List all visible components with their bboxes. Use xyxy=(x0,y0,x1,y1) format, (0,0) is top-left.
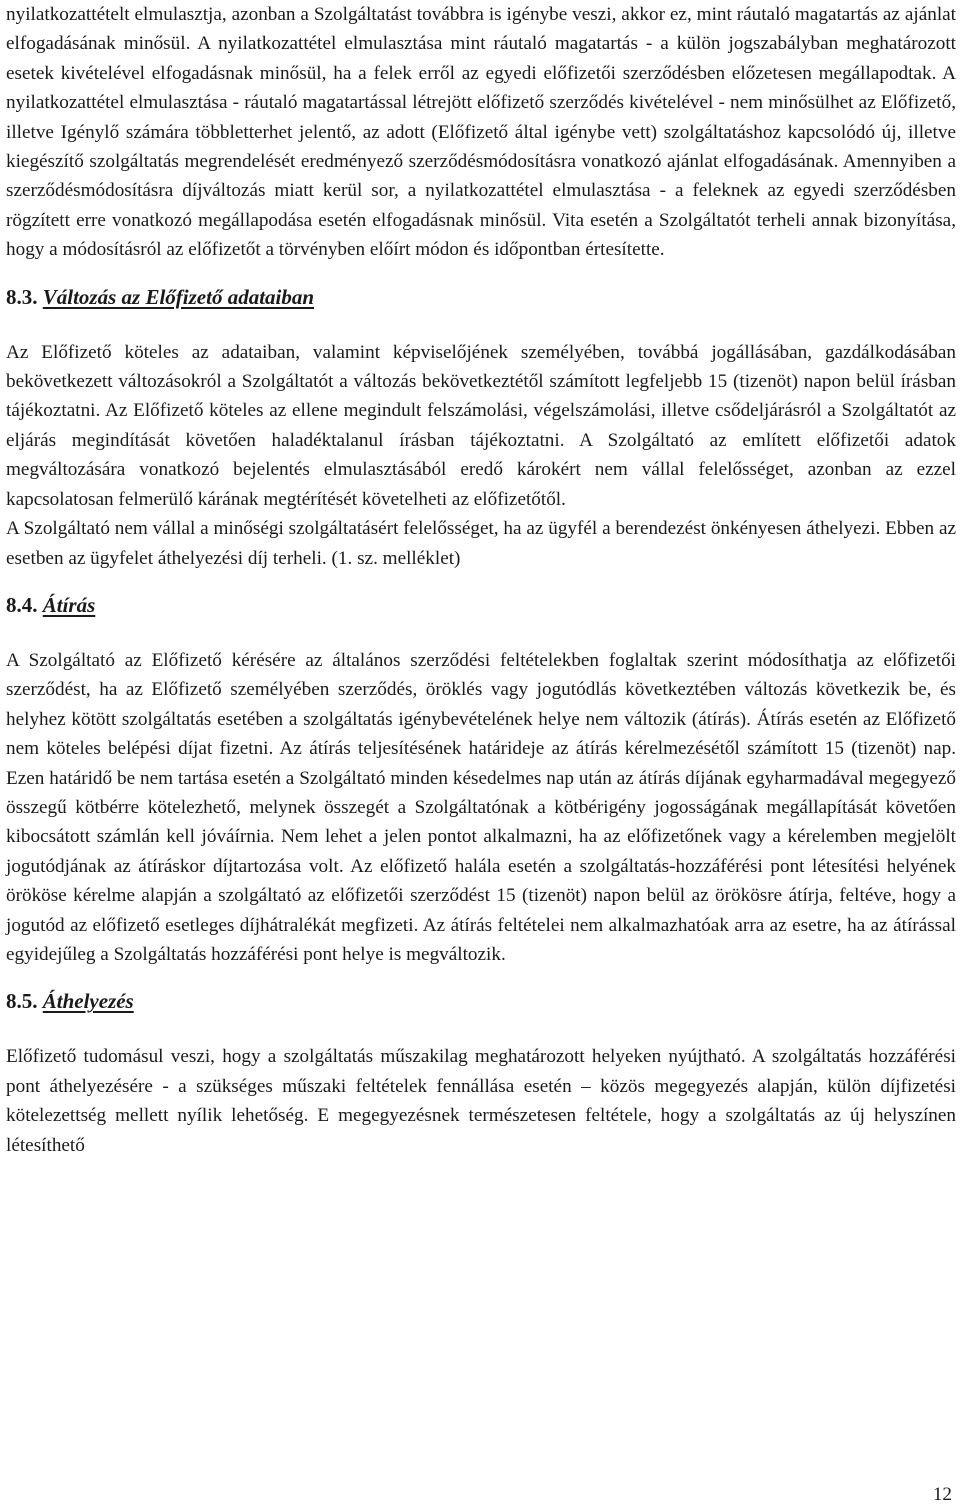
section-8-3-paragraph-1: Az Előfizető köteles az adataiban, valamint képviselőjének személyében, továbbá jogállásában, gazdálkodásában bekövetkezett változásokról a Szolgáltatót a változás bekövetkeztétől számított legfeljebb 15 (tizenöt) napon belül írásban tájékoztatni. Az Előfizető köteles az ellene megindult felszámolási, végelszámolási, illetve csődeljárásról a Szolgáltatót az eljárás megindítását követően haladéktalanul írásban tájékoztatni. A Szolgáltató az említett előfizetői adatok megváltozására vonatkozó bejelentés elmulasztásából eredő károkért nem vállal felelősséget, azonban az ezzel kapcsolatosan felmerülő kárának megtérítését követelheti az előfizetőtől. xyxy=(6,341,956,510)
section-number: 8.3. xyxy=(6,284,38,309)
document-page xyxy=(6,0,956,1160)
spacer xyxy=(6,265,956,283)
section-title: Változás az Előfizető adataiban xyxy=(42,284,315,309)
section-number: 8.4. xyxy=(6,592,38,617)
page-number: 12 xyxy=(932,1484,952,1505)
section-number: 8.5. xyxy=(6,989,38,1014)
spacer xyxy=(6,312,956,338)
section-title: Áthelyezés xyxy=(42,989,134,1014)
section-8-5-paragraph-1: Előfizető tudomásul veszi, hogy a szolgáltatás műszakilag meghatározott helyeken nyújtható. A szolgáltatás hozzáférési pont áthelyezésére - a szükséges műszaki feltételek fennállása esetén – közös megegyezés alapján, külön díjfizetési kötelezettség mellett nyílik lehetőség. E megegyezésnek természetesen feltétele, hogy a szolgáltatás az új helyszínen létesíthető xyxy=(6,1046,956,1156)
spacer xyxy=(6,1016,956,1042)
spacer xyxy=(6,573,956,591)
spacer xyxy=(6,620,956,646)
section-title: Átírás xyxy=(42,592,96,617)
section-heading-8-3 xyxy=(6,283,956,312)
section-heading-8-5 xyxy=(6,987,956,1016)
section-8-3-paragraph-2: A Szolgáltató nem vállal a minőségi szolgáltatásért felelősséget, ha az ügyfél a berendezést önkényesen áthelyezi. Ebben az esetben az ügyfelet áthelyezési díj terheli. (1. sz. melléklet) xyxy=(6,518,956,569)
intro-paragraph: nyilatkozattételt elmulasztja, azonban a Szolgáltatást továbbra is igénybe veszi, akkor ez, mint ráutaló magatartás az ajánlat elfogadásának minősül. A nyilatkozattétel elmulasztása mint ráutaló magatartás - a külön jogszabályban meghatározott esetek kivételével elfogadásnak minősül, ha a felek erről az egyedi előfizetői szerződésben előzetesen megállapodtak. A nyilatkozattétel elmulasztása - ráutaló magatartással létrejött előfizető szerződés kivételével - nem minősülhet az Előfizető, illetve Igénylő számára többletterhet jelentő, az adott (Előfizető által igénybe vett) szolgáltatáshoz kapcsolódó új, illetve kiegészítő szolgáltatás megrendelését eredményező szerződésmódosításra vonatkozó ajánlat elfogadásának. Amennyiben a szerződésmódosításra díjváltozás miatt kerül sor, a nyilatkozattétel elmulasztása - a feleknek az egyedi szerződésben rögzített erre vonatkozó megállapodása esetén elfogadásnak minősül. Vita esetén a Szolgáltatót terheli annak bizonyítása, hogy a módosításról az előfizetőt a törvényben előírt módon és időpontban értesítette. xyxy=(6,4,956,261)
section-heading-8-4 xyxy=(6,591,956,620)
spacer xyxy=(6,969,956,987)
section-8-4-paragraph-1: A Szolgáltató az Előfizető kérésére az általános szerződési feltételekben foglaltak szerint módosíthatja az előfizetői szerződést, ha az Előfizető személyében szerződés, öröklés vagy jogutódlás következtében változás következik be, és helyhez kötött szolgáltatás esetében a szolgáltatás igénybevételének helye nem változik (átírás). Átírás esetén az Előfizető nem köteles belépési díjat fizetni. Az átírás teljesítésének határideje az átírás kérelmezésétől számított 15 (tizenöt) nap. Ezen határidő be nem tartása esetén a Szolgáltató minden késedelmes nap után az átírás díjának egyharmadával megegyező összegű kötbérre kötelezhető, melynek összegét a Szolgáltatónak a kötbérigény jogosságának megállapítását követően kibocsátott számlán kell jóváírnia. Nem lehet a jelen pontot alkalmazni, ha az előfizetőnek vagy a kérelemben megjelölt jogutódjának az átíráskor díjtartozása volt. Az előfizető halála esetén a szolgáltatás-hozzáférési pont létesítési helyének örököse kérelme alapján a szolgáltató az előfizetői szerződést 15 (tizenöt) napon belül az örökösre átírja, feltéve, hogy a jogutód az előfizető esetleges díjhátralékát megfizeti. Az átírás feltételei nem alkalmazhatóak arra az esetre, ha az átírással egyidejűleg a Szolgáltatás hozzáférési pont helye is megváltozik. xyxy=(6,649,956,965)
